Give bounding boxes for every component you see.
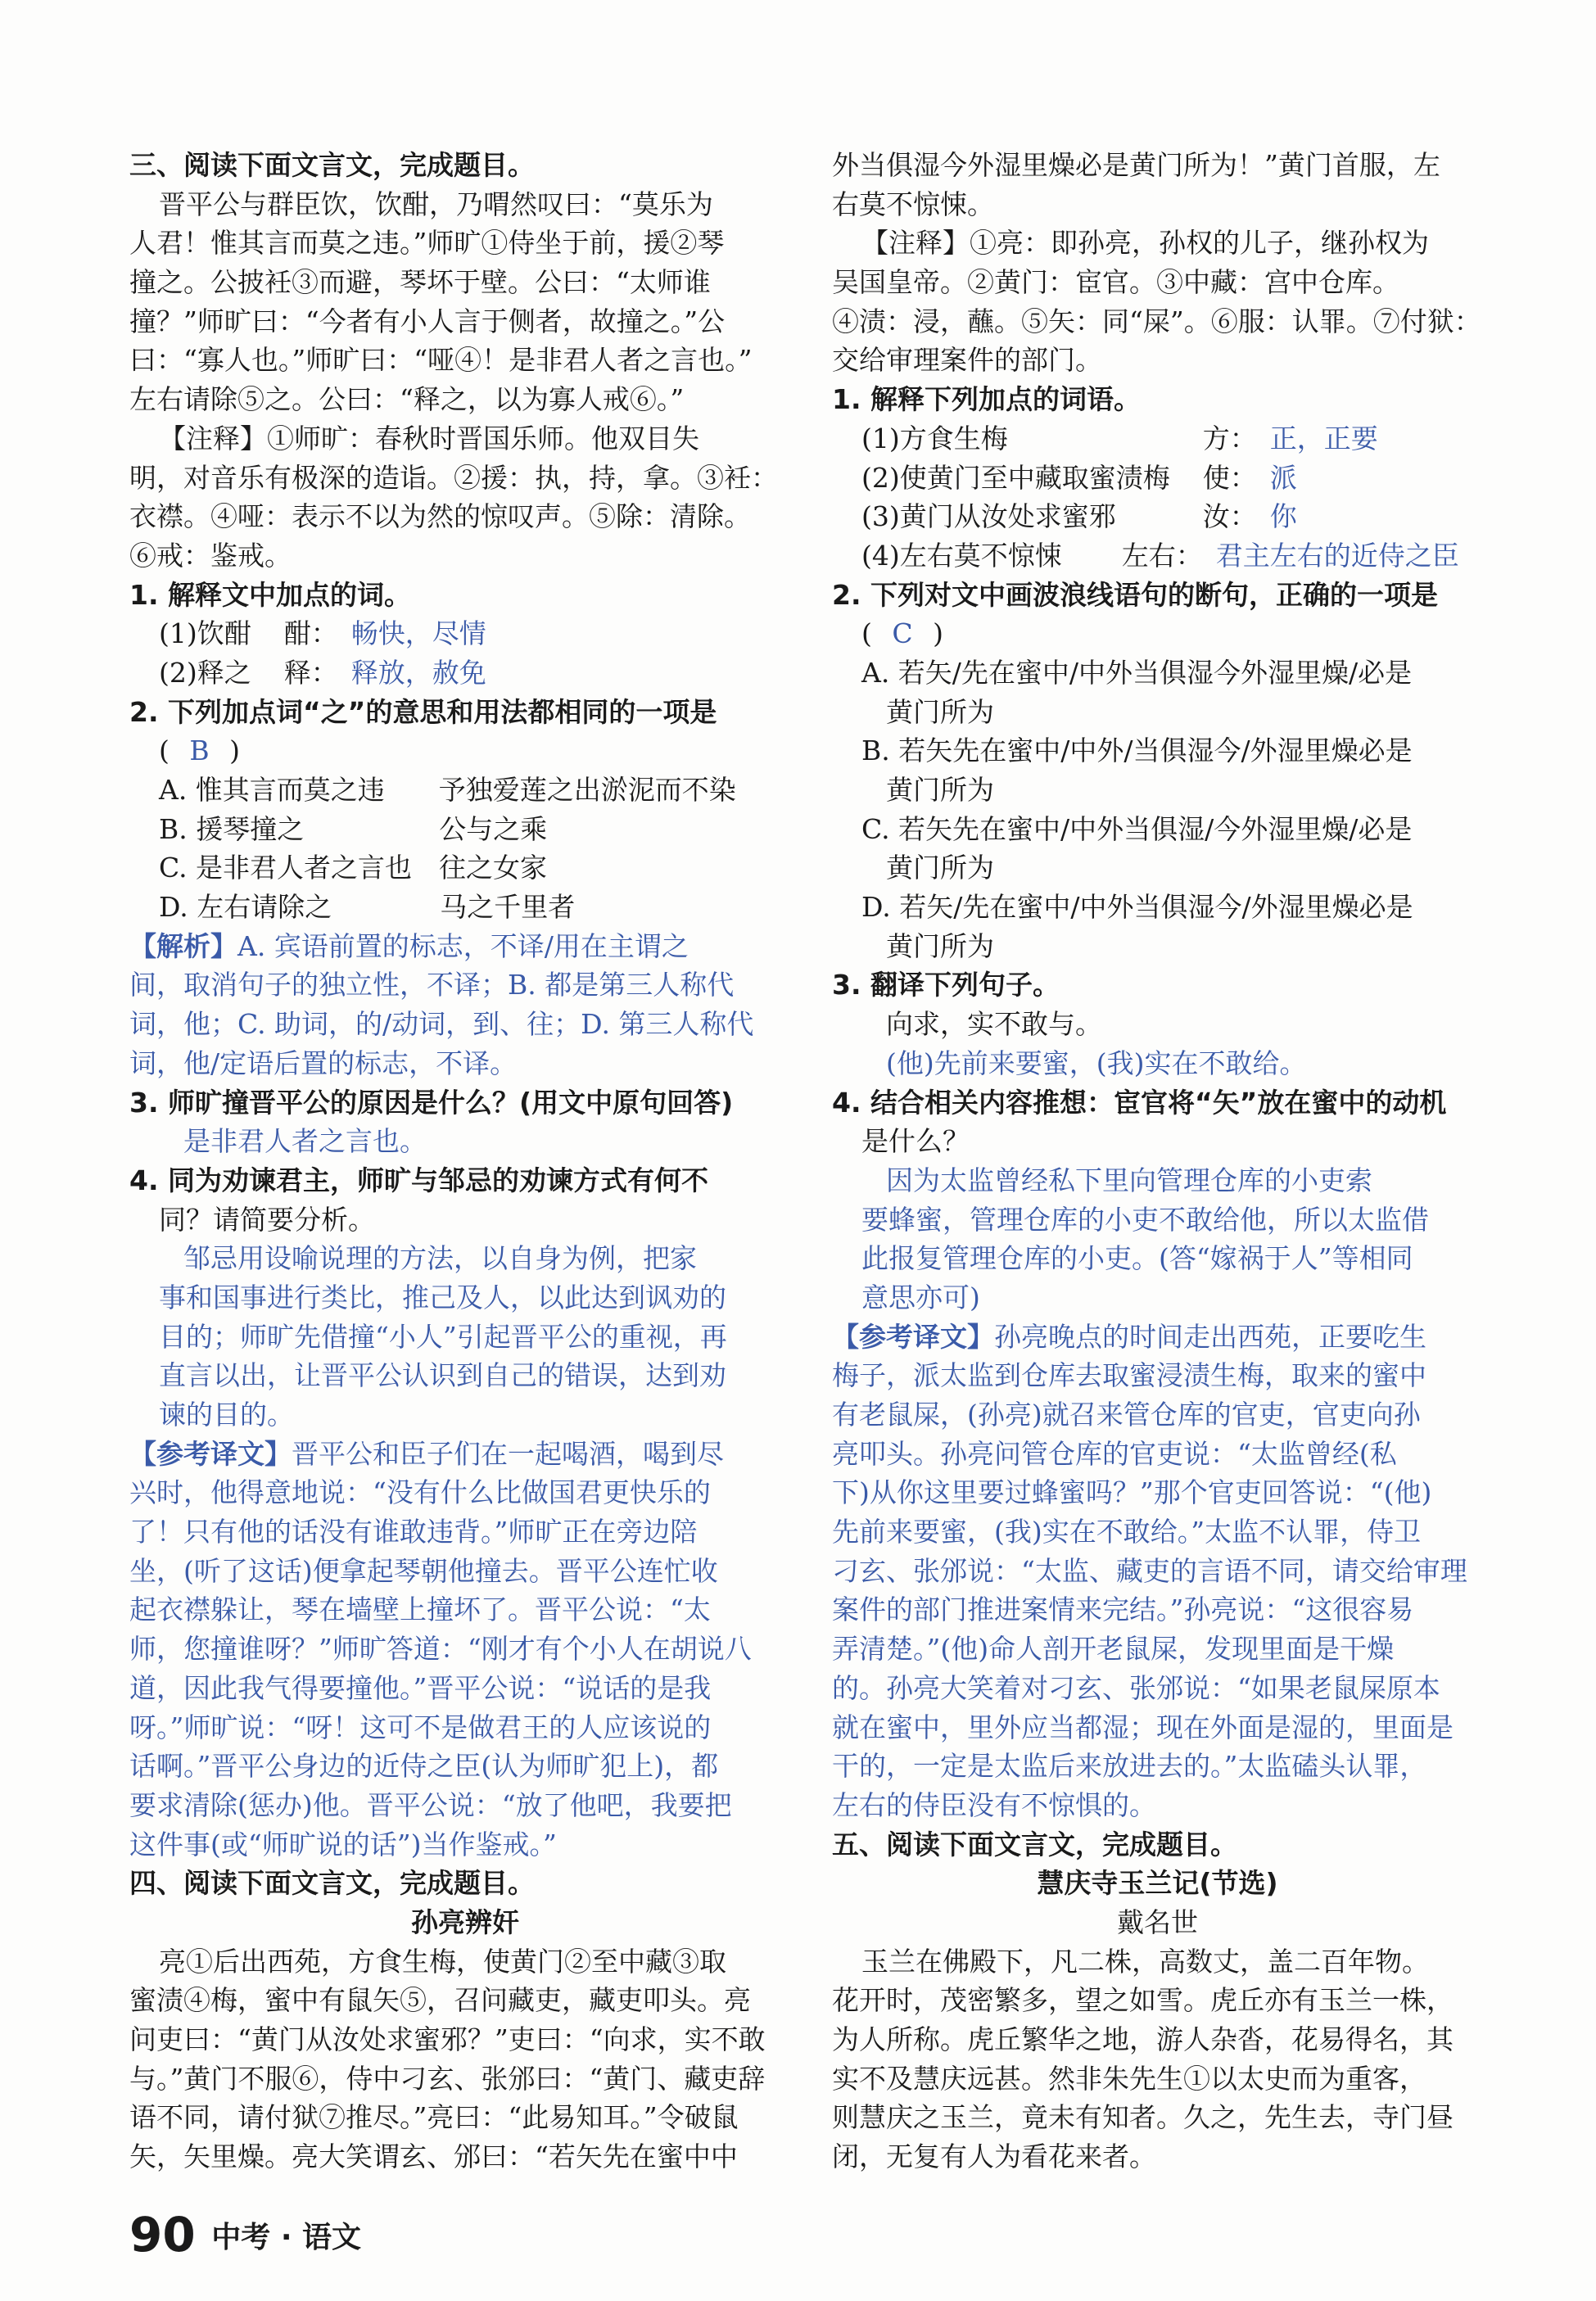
text-line: 3. 师旷撞晋平公的原因是什么？(用文中原句回答) [129, 1086, 734, 1119]
text-line: 外当俱湿今外湿里燥必是黄门所为！”黄门首服，左 [832, 149, 1440, 181]
text-line: 同？请简要分析。 [159, 1203, 375, 1236]
text-line: 的。孙亮大笑着对刁玄、张邠说：“如果老鼠屎原本 [832, 1671, 1440, 1704]
answer-blank: 释放，赦免 [338, 653, 589, 693]
question-item: (1)方食生梅 [861, 422, 1170, 454]
text-line [129, 653, 801, 693]
paren-open: ( [159, 735, 170, 767]
text-line: 意思亦可) [861, 1281, 980, 1313]
text-line: 是非君人者之言也。 [183, 1125, 427, 1158]
text-line: 2. 下列加点词“之”的意思和用法都相同的一项是 [129, 695, 717, 728]
note-tag: 【参考译文】 [832, 1320, 994, 1353]
text-line: 词，他/定语后置的标志，不译。 [129, 1047, 518, 1079]
text-line: 因为太监曾经私下里向管理仓库的小吏索 [886, 1164, 1372, 1196]
text-line: 孙亮辨奸 [411, 1905, 519, 1938]
text-line: 间，取消句子的独立性，不译；B. 都是第三人称代 [129, 969, 735, 1001]
page-number: 90 [129, 2207, 196, 2263]
text-line: 就在蜜中，里外应当都湿；现在外面是湿的，里面是 [832, 1711, 1454, 1743]
text-line: 黄门所为 [886, 929, 994, 962]
term-label: 使： [1202, 461, 1257, 494]
question-item: (1)饮酣 [159, 617, 251, 650]
text-line [129, 614, 801, 653]
text-line: 衣襟。④哑：表示不以为然的惊叹声。⑤除：清除。 [129, 500, 751, 533]
text-line: 案件的部门推进案情来完结。”孙亮说：“这很容易 [832, 1594, 1414, 1626]
text-line: 左右的侍臣没有不惊惧的。 [832, 1788, 1156, 1821]
text-line: 慧庆寺玉兰记(节选) [1037, 1867, 1278, 1900]
book-subject: 中考 · 语文 [211, 2220, 362, 2254]
text-line: 亮叩头。孙亮问管仓库的官吏说：“太监曾经(私 [832, 1437, 1397, 1470]
text-line: 语不同，请付狱⑦推尽。”亮曰：“此易知耳。”令破鼠 [129, 2101, 739, 2134]
text-line: 刁玄、张邠说：“太监、藏吏的言语不同，请交给审理 [832, 1554, 1467, 1587]
text-line: 要蜂蜜，管理仓库的小吏不敢给他，所以太监借 [861, 1203, 1429, 1236]
text-line [832, 614, 1483, 653]
answer-blank: 正，正要 [1257, 419, 1483, 459]
text-line: 谏的目的。 [159, 1399, 294, 1431]
text-line: 闭，无复有人为看花来者。 [832, 2141, 1156, 2173]
choice-answer: C [883, 617, 922, 650]
text-line: 直言以出，让晋平公认识到自己的错误，达到劝 [159, 1359, 726, 1392]
text-line: 人君！惟其言而莫之违。”师旷①侍坐于前，援②琴 [129, 227, 725, 260]
note-text: 晋平公和臣子们在一起喝酒，喝到尽 [292, 1437, 724, 1470]
text-line: C. 是非君人者之言也 往之女家 [159, 852, 548, 884]
text-line: A. 惟其言而莫之违 予独爱莲之出淤泥而不染 [159, 774, 736, 806]
text-line: 吴国皇帝。②黄门：宦官。③中藏：宫中仓库。 [832, 266, 1399, 299]
text-line [832, 497, 1483, 536]
text-line: 右莫不惊悚。 [832, 188, 994, 220]
text-line: 2. 下列对文中画波浪线语句的断句，正确的一项是 [832, 578, 1438, 611]
text-line: 4. 同为劝谏君主，师旷与邹忌的劝谏方式有何不 [129, 1164, 708, 1196]
left-column [129, 146, 801, 2177]
text-line: 四、阅读下面文言文，完成题目。 [129, 1867, 535, 1900]
text-line: 下)从你这里要过蜂蜜吗？”那个官吏回答说：“(他) [832, 1476, 1432, 1509]
text-line: 为人所称。虎丘繁华之地，游人杂沓，花易得名，其 [832, 2023, 1454, 2055]
answer-blank: 畅快，尽情 [338, 614, 589, 653]
text-line: 撞之。公披衽③而避，琴坏于壁。公曰：“太师谁 [129, 266, 711, 299]
text-line: 1. 解释文中加点的词。 [129, 578, 411, 611]
text-line: 黄门所为 [886, 774, 994, 806]
text-line: 兴时，他得意地说：“没有什么比做国君更快乐的 [129, 1476, 711, 1509]
text-line: 先前来要蜜，(我)实在不敢给。”太监不认罪，侍卫 [832, 1516, 1422, 1548]
text-line: 曰：“寡人也。”师旷曰：“哑④！是非君人者之言也。” [129, 344, 753, 377]
paren-open: ( [861, 617, 872, 650]
text-line: A. 若矢/先在蜜中/中外当俱湿今外湿里燥/必是 [861, 656, 1413, 689]
text-line: C. 若矢先在蜜中/中外当俱湿/今外湿里燥/必是 [861, 812, 1413, 845]
text-line: 了！只有他的话没有谁敢违背。”师旷正在旁边陪 [129, 1516, 698, 1548]
text-line [832, 459, 1483, 498]
text-line: 梅子，派太监到仓库去取蜜浸渍生梅，取来的蜜中 [832, 1359, 1426, 1392]
note-text: 孙亮晚点的时间走出西苑，正要吃生 [994, 1320, 1426, 1353]
question-item: (3)黄门从汝处求蜜邪 [861, 500, 1170, 533]
paren-close: ) [229, 735, 240, 767]
text-line: (他)先前来要蜜，(我)实在不敢给。 [886, 1047, 1307, 1079]
choice-answer: B [180, 735, 219, 767]
text-line: D. 若矢/先在蜜中/中外当俱湿今/外湿里燥必是 [861, 891, 1413, 924]
text-line: 花开时，茂密繁多，望之如雪。虎丘亦有玉兰一株， [832, 1984, 1454, 2017]
text-line: ④渍：浸，蘸。⑤矢：同“屎”。⑥服：认罪。⑦付狱： [832, 305, 1481, 337]
text-line: 话啊。”晋平公身边的近侍之臣(认为师旷犯上)，都 [129, 1750, 719, 1783]
question-item: (4)左右莫不惊悚 [861, 539, 1089, 572]
text-line: 邹忌用设喻说理的方法，以自身为例，把家 [183, 1242, 697, 1275]
text-line: 亮①后出西苑，方食生梅，使黄门②至中藏③取 [159, 1945, 726, 1978]
text-line: 则慧庆之玉兰，竟未有知者。久之，先生去，寺门昼 [832, 2101, 1454, 2134]
answer-blank: 你 [1257, 497, 1483, 536]
note-text: A. 宾语前置的标志，不译/用在主谓之 [237, 929, 689, 962]
term-label: 左右： [1121, 539, 1203, 572]
note-tag: 【解析】 [129, 929, 237, 962]
text-line: 黄门所为 [886, 852, 994, 884]
text-line: 事和国事进行类比，推己及人，以此达到讽劝的 [159, 1281, 726, 1313]
text-line [129, 731, 801, 771]
text-line: 与。”黄门不服⑥，侍中刁玄、张邠曰：“黄门、藏吏辞 [129, 2062, 766, 2095]
text-line: 明，对音乐有极深的造诣。②援：执，持，拿。③衽： [129, 461, 778, 494]
text-line: 黄门所为 [886, 695, 994, 728]
text-line: 坐，(听了这话)便拿起琴朝他撞去。晋平公连忙收 [129, 1554, 718, 1587]
text-line [129, 1435, 801, 1474]
text-line: 干的，一定是太监后来放进去的。”太监磕头认罪， [832, 1750, 1427, 1783]
answer-blank: 君主左右的近侍之臣 [1203, 536, 1459, 576]
text-line: D. 左右请除之 马之千里者 [159, 891, 576, 924]
text-line: 呀。”师旷说：“呀！这可不是做君王的人应该说的 [129, 1711, 712, 1743]
text-line: 道，因此我气得要撞他。”晋平公说：“说话的是我 [129, 1671, 712, 1704]
text-line: 弄清楚。”(他)命人剖开老鼠屎，发现里面是干燥 [832, 1633, 1395, 1666]
question-item: (2)使黄门至中藏取蜜渍梅 [861, 461, 1170, 494]
note-tag: 【参考译文】 [129, 1437, 292, 1470]
text-line [129, 927, 801, 966]
text-line: 实不及慧庆远甚。然非朱先生①以太史而为重客， [832, 2062, 1426, 2095]
text-line: 4. 结合相关内容推想：宦官将“矢”放在蜜中的动机 [832, 1086, 1447, 1119]
term-label: 方： [1202, 422, 1257, 454]
text-line [832, 419, 1483, 459]
text-line: 3. 翻译下列句子。 [832, 969, 1060, 1001]
page-footer [129, 2207, 361, 2263]
text-line: 【注释】①师旷：春秋时晋国乐师。他双目失 [159, 422, 699, 454]
question-item: (2)释之 [159, 656, 251, 689]
text-line: 左右请除⑤之。公曰：“释之，以为寡人戒⑥。” [129, 383, 685, 416]
right-column [832, 146, 1483, 2177]
text-line: 是什么？ [861, 1125, 970, 1158]
text-line: 【注释】①亮：即孙亮，孙权的儿子，继孙权为 [861, 227, 1429, 260]
text-line: ⑥戒：鉴戒。 [129, 539, 292, 572]
paren-close: ) [933, 617, 943, 650]
text-line: 五、阅读下面文言文，完成题目。 [832, 1828, 1237, 1860]
text-line: 撞？”师旷曰：“今者有小人言于侧者，故撞之。”公 [129, 305, 726, 337]
text-line: 向求，实不敢与。 [886, 1008, 1102, 1041]
text-line: 这件事(或“师旷说的话”)当作鉴戒。” [129, 1828, 557, 1860]
text-line: 问吏曰：“黄门从汝处求蜜邪？”吏曰：“向求，实不敢 [129, 2023, 766, 2055]
text-line: 戴名世 [1117, 1905, 1198, 1938]
text-line: 有老鼠屎，(孙亮)就召来管仓库的官吏，官吏向孙 [832, 1399, 1421, 1431]
term-label: 酣： [283, 617, 338, 650]
text-line: 起衣襟躲让，琴在墙壁上撞坏了。晋平公说：“太 [129, 1594, 711, 1626]
text-line: 要求清除(惩办)他。晋平公说：“放了他吧，我要把 [129, 1788, 732, 1821]
text-line: 交给审理案件的部门。 [832, 344, 1102, 377]
text-line: 师，您撞谁呀？”师旷答道：“刚才有个小人在胡说八 [129, 1633, 752, 1666]
text-line: 目的；师旷先借撞“小人”引起晋平公的重视，再 [159, 1320, 727, 1353]
text-line: 1. 解释下列加点的词语。 [832, 383, 1141, 416]
term-label: 释： [283, 656, 338, 689]
text-line: 玉兰在佛殿下，凡二株，高数丈，盖二百年物。 [861, 1945, 1429, 1978]
text-line: 词，他；C. 助词，的/动词，到、往；D. 第三人称代 [129, 1008, 754, 1041]
text-line: 此报复管理仓库的小吏。(答“嫁祸于人”等相同 [861, 1242, 1413, 1275]
text-line [832, 1318, 1483, 1357]
term-label: 汝： [1202, 500, 1257, 533]
answer-blank: 派 [1257, 459, 1483, 498]
text-line: B. 援琴撞之 公与之乘 [159, 812, 548, 845]
text-line [832, 536, 1483, 576]
text-line: 蜜渍④梅，蜜中有鼠矢⑤，召问藏吏，藏吏叩头。亮 [129, 1984, 751, 2017]
text-line: 晋平公与群臣饮，饮酣，乃喟然叹曰：“莫乐为 [159, 188, 713, 220]
text-line: 三、阅读下面文言文，完成题目。 [129, 149, 535, 181]
text-line: B. 若矢先在蜜中/中外/当俱湿今/外湿里燥必是 [861, 735, 1413, 767]
text-line: 矢，矢里燥。亮大笑谓玄、邠曰：“若矢先在蜜中中 [129, 2141, 738, 2173]
